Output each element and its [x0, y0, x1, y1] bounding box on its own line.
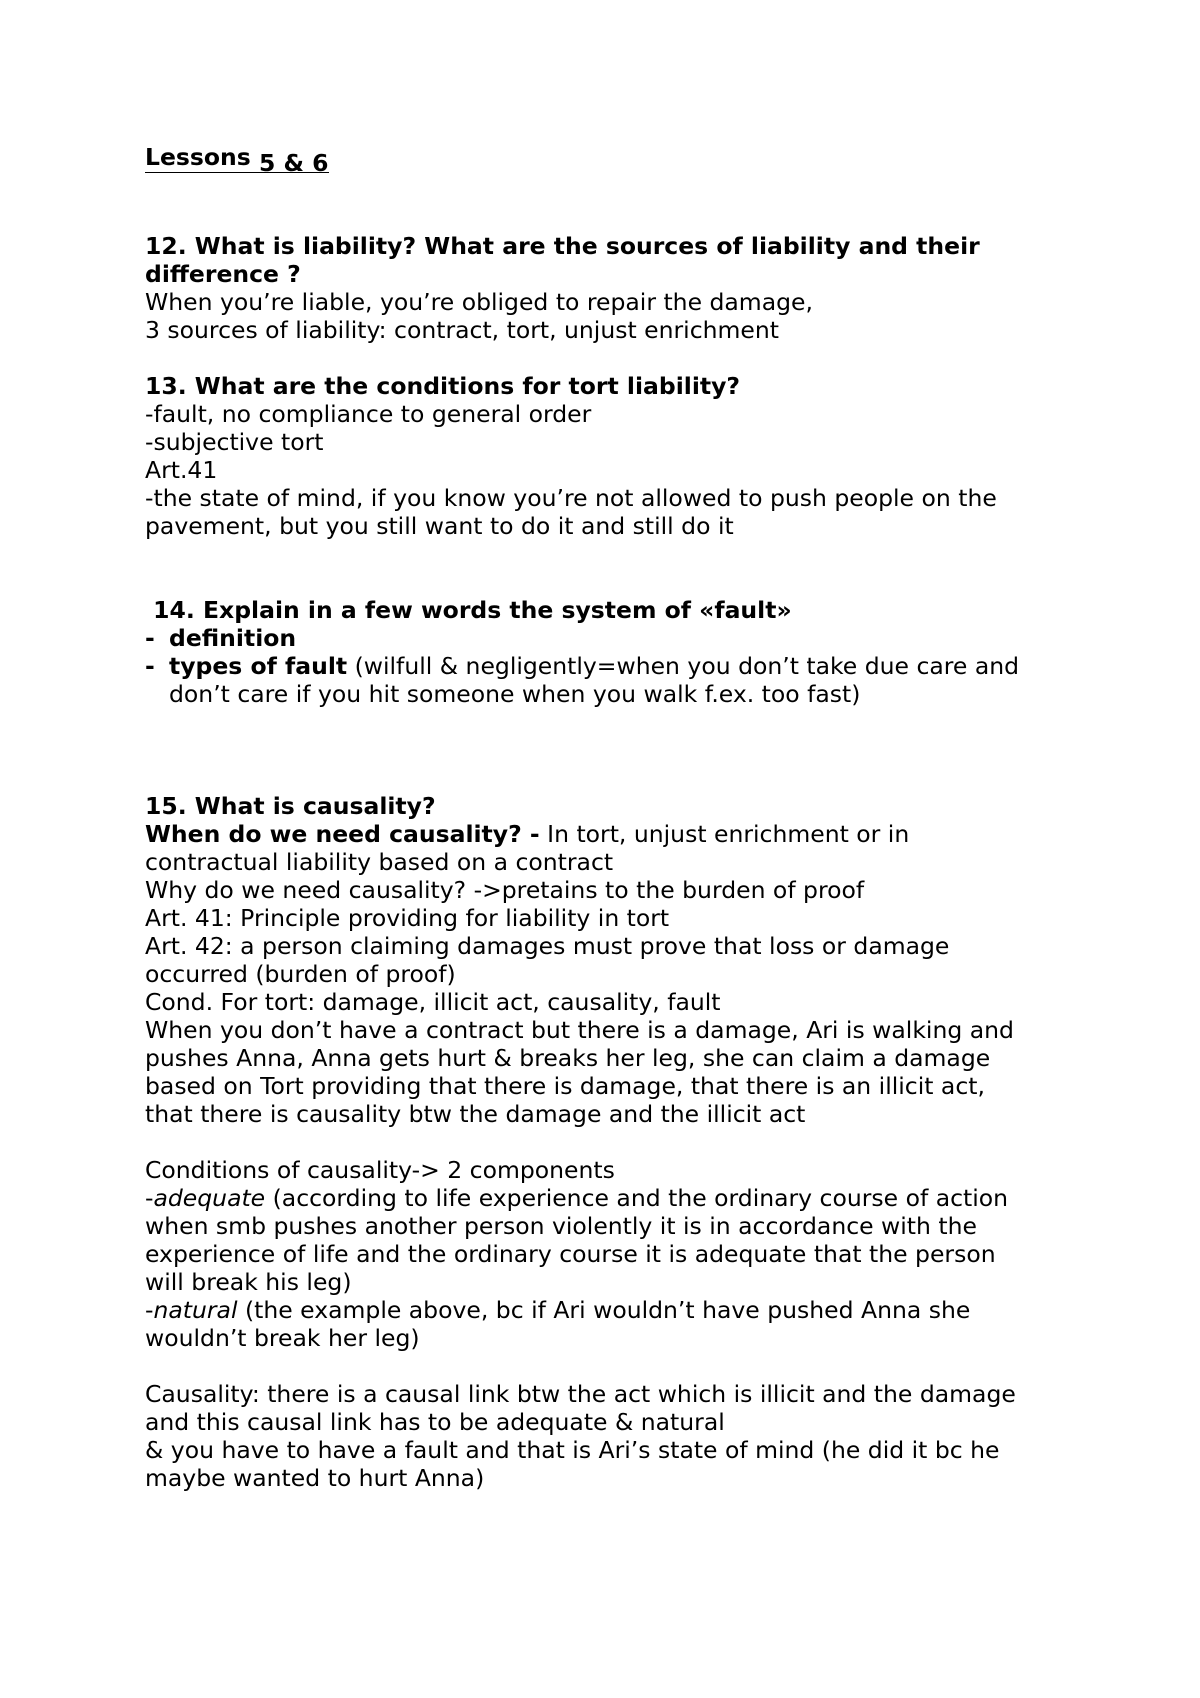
q12-answer-line1: When you’re liable, you’re obliged to repair the damage,	[145, 288, 813, 316]
q15-line: occurred (burden of proof)	[145, 960, 456, 988]
q14-bullet-marker: -	[145, 652, 155, 680]
q15-line: Cond. For tort: damage, illicit act, causality, fault	[145, 988, 721, 1016]
page-title	[145, 143, 329, 177]
q15-adequate-line	[145, 1184, 1008, 1212]
q15-line: Art. 41: Principle providing for liability in tort	[145, 904, 670, 932]
q15-adequate-cont: will break his leg)	[145, 1268, 352, 1296]
q13-line: -fault, no compliance to general order	[145, 400, 592, 428]
q15-natural-line	[145, 1296, 970, 1324]
q15-line: that there is causality btw the damage and the illicit act	[145, 1100, 806, 1128]
q12-heading-line2: difference ?	[145, 260, 301, 288]
q15-line: Art. 42: a person claiming damages must prove that loss or damage	[145, 932, 950, 960]
q15-adequate-cont: when smb pushes another person violently it is in accordance with the	[145, 1212, 977, 1240]
q14-bullet-definition: definition	[169, 624, 297, 652]
q14-types-text: (wilfull & negligently=when you don’t take due care and	[347, 652, 1020, 680]
q15-heading: 15. What is causality?	[145, 792, 436, 820]
q13-line: -subjective tort	[145, 428, 324, 456]
q15-adequate-cont: experience of life and the ordinary course it is adequate that the person	[145, 1240, 996, 1268]
q13-line: -the state of mind, if you know you’re not allowed to push people on the	[145, 484, 997, 512]
q15-conditions-heading: Conditions of causality-> 2 components	[145, 1156, 615, 1184]
q12-heading-line1: 12. What is liability? What are the sources of liability and their	[145, 232, 980, 260]
q15-when-line	[145, 820, 909, 848]
title-lessons: Lessons	[145, 143, 259, 171]
q14-heading: 14. Explain in a few words the system of «fault»	[145, 596, 792, 624]
q14-types-term: types of fault	[169, 652, 348, 680]
q15-line: contractual liability based on a contract	[145, 848, 614, 876]
q15-natural-cont: wouldn’t break her leg)	[145, 1324, 420, 1352]
adequate-text: (according to life experience and the ordinary course of action	[265, 1184, 1009, 1212]
q15-line: Why do we need causality? ->pretains to the burden of proof	[145, 876, 865, 904]
q13-line: pavement, but you still want to do it and still do it	[145, 512, 734, 540]
natural-prefix: -	[145, 1296, 154, 1324]
q13-heading: 13. What are the conditions for tort liability?	[145, 372, 741, 400]
q14-bullet-marker: -	[145, 624, 155, 652]
q15-summary-line: & you have to have a fault and that is Ari’s state of mind (he did it bc he	[145, 1436, 1000, 1464]
natural-text: (the example above, bc if Ari wouldn’t have pushed Anna she	[237, 1296, 971, 1324]
q15-line: based on Tort providing that there is damage, that there is an illicit act,	[145, 1072, 985, 1100]
q14-bullet-types-cont: don’t care if you hit someone when you walk f.ex. too fast)	[169, 680, 861, 708]
q15-summary-line: Causality: there is a causal link btw the act which is illicit and the damage	[145, 1380, 1016, 1408]
q15-line: When you don’t have a contract but there is a damage, Ari is walking and	[145, 1016, 1014, 1044]
q14-bullet-types	[169, 652, 1019, 680]
q15-line: pushes Anna, Anna gets hurt & breaks her leg, she can claim a damage	[145, 1044, 991, 1072]
q15-summary-line: maybe wanted to hurt Anna)	[145, 1464, 485, 1492]
q15-when-question: When do we need causality? -	[145, 820, 540, 848]
adequate-prefix: -	[145, 1184, 154, 1212]
q12-answer-line2: 3 sources of liability: contract, tort, unjust enrichment	[145, 316, 779, 344]
q13-line: Art.41	[145, 456, 218, 484]
adequate-term: adequate	[153, 1184, 266, 1212]
natural-term: natural	[153, 1296, 238, 1324]
q15-when-answer: In tort, unjust enrichment or in	[539, 820, 910, 848]
title-numbers: 5 & 6	[258, 149, 329, 177]
q15-summary-line: and this causal link has to be adequate & natural	[145, 1408, 725, 1436]
